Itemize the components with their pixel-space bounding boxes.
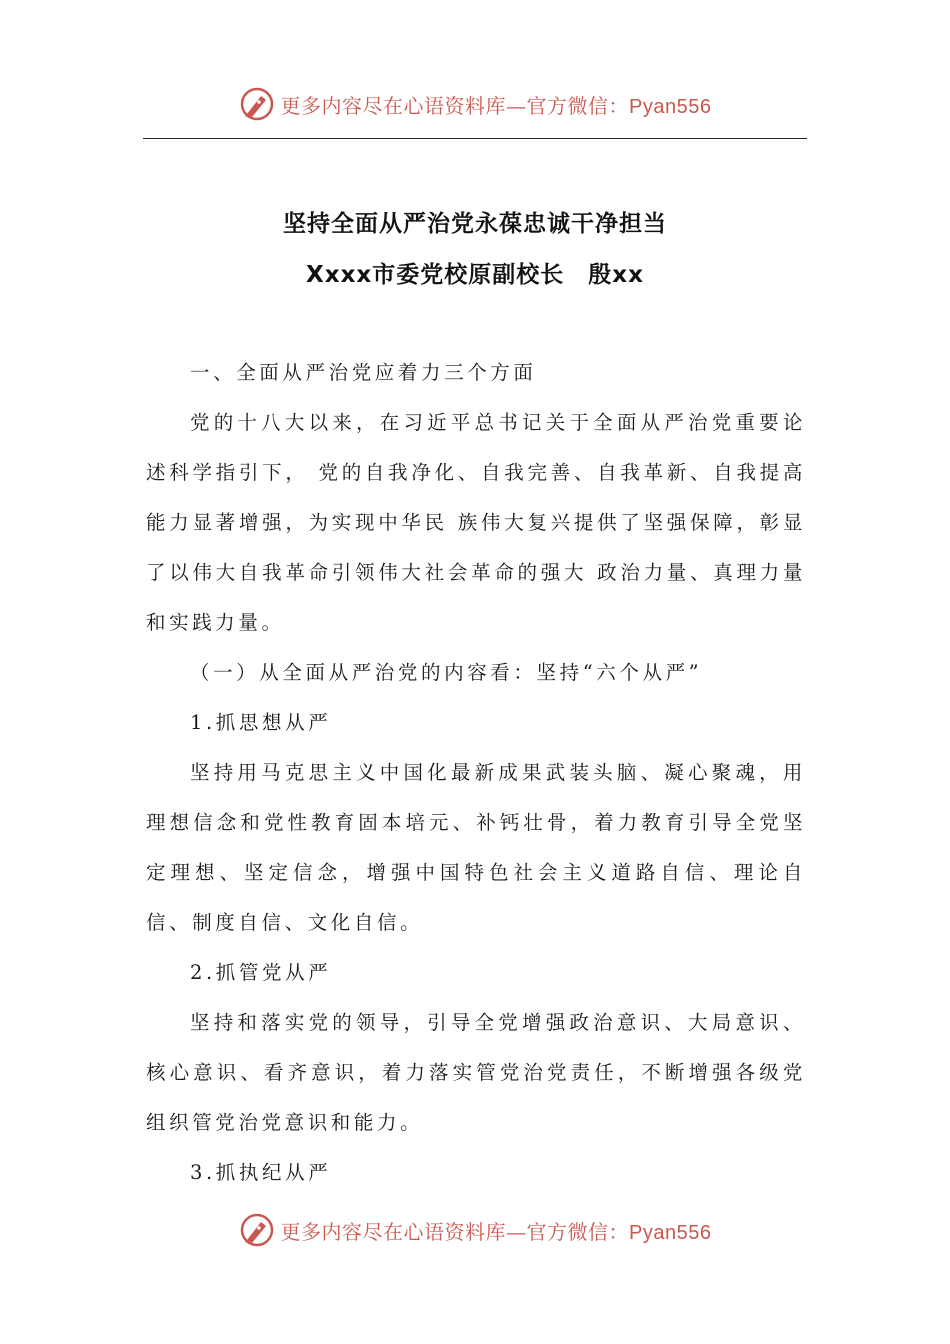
- document-subtitle: Xxxx市委党校原副校长 殷xx: [306, 262, 644, 288]
- header-watermark-banner: [0, 82, 950, 126]
- pen-nib-logo-icon: [239, 86, 275, 122]
- subsection-heading: （一）从全面从严治党的内容看：坚持“六个从严”: [190, 661, 703, 684]
- document-body: [146, 348, 806, 1198]
- item-heading: 1.抓思想从严: [190, 711, 332, 734]
- banner-text: 更多内容尽在心语资料库—官方微信：Pyan556: [280, 1219, 712, 1244]
- body-paragraph: 坚持和落实党的领导，引导全党增强政治意识、大局意识、核心意识、看齐意识，着力落实管党治党责任，不断增强各级党组织管党治党意识和能力。: [146, 1011, 806, 1134]
- banner-text: 更多内容尽在心语资料库—官方微信：Pyan556: [280, 93, 712, 118]
- body-paragraph: 坚持用马克思主义中国化最新成果武装头脑、凝心聚魂，用理想信念和党性教育固本培元、补钙壮骨，着力教育引导全党坚定理想、坚定信念，增强中国特色社会主义道路自信、理论自信、制度自信、文化自信。: [146, 761, 806, 934]
- header-divider: [143, 138, 807, 139]
- body-paragraph: 党的十八大以来，在习近平总书记关于全面从严治党重要论述科学指引下， 党的自我净化、自我完善、自我革新、自我提高能力显著增强，为实现中华民 族伟大复兴提供了坚强保障，彰显了以伟大自我革命引领伟大社会革命的强大 政治力量、真理力量和实践力量。: [146, 411, 806, 634]
- item-heading: 3.抓执纪从严: [190, 1161, 332, 1184]
- pen-nib-logo-icon: [239, 1212, 275, 1248]
- document-title: 坚持全面从严治党永葆忠诚干净担当: [283, 211, 667, 237]
- section-heading: 一、全面从严治党应着力三个方面: [190, 361, 537, 384]
- item-heading: 2.抓管党从严: [190, 961, 332, 984]
- footer-watermark-banner: [0, 1208, 950, 1252]
